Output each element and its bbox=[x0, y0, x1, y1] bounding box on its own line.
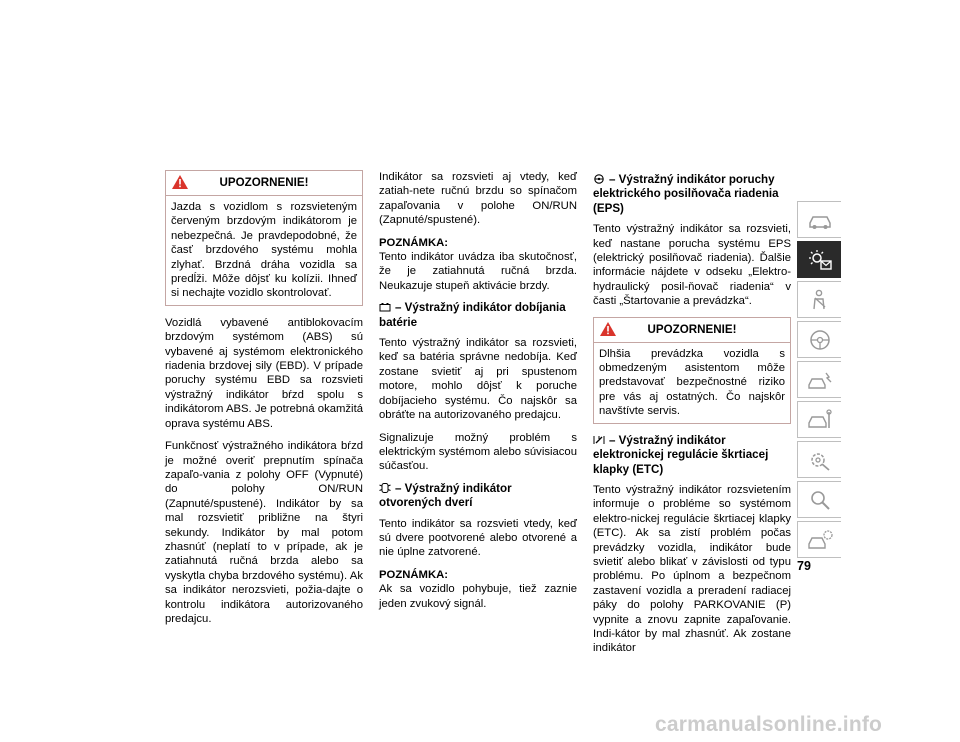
battery-icon bbox=[379, 302, 391, 312]
note-text: Tento indikátor uvádza iba skutočnosť, že je zatiahnutá ručná brzda. Neukazuje stupeň aktivácie brzdy. bbox=[379, 251, 577, 292]
warning-header bbox=[594, 318, 790, 343]
paragraph-doors: Tento indikátor sa rozsvieti vtedy, keď sú dvere pootvorené alebo otvorené a nie úplne zatvorené. bbox=[379, 517, 577, 559]
heading-door-ajar: – Výstražný indikátor otvorených dverí bbox=[379, 481, 512, 510]
paragraph-electrical: Signalizuje možný problém s elektrickým systémom alebo súvisiacou súčasťou. bbox=[379, 431, 577, 473]
note-title: POZNÁMKA: bbox=[379, 568, 449, 581]
paragraph-ebd: Vozidlá vybavené antiblokovacím brzdovým systémom (ABS) sú vybavené aj systémom elektronického riadenia brzdovej sily (EBD). V prípade poruchy systému EBD sa rozsvieti výstražný indikátor bŕzd spolu s indikátorom ABS. Je potrebná okamžitá oprava systému ABS. bbox=[165, 316, 363, 430]
seatbelt-icon bbox=[806, 288, 834, 312]
gear-wrench-icon bbox=[806, 448, 834, 472]
paragraph-parking-brake: Indikátor sa rozsvieti aj vtedy, keď zatiah-nete ručnú brzdu so spínačom zapaľovania v polohe ON/RUN (Zapnuté/spustené). bbox=[379, 171, 577, 227]
steering-wheel-warning-icon bbox=[593, 174, 605, 184]
tab-index[interactable] bbox=[797, 481, 841, 518]
tab-car[interactable] bbox=[797, 201, 841, 238]
warning-text: Dlhšia prevádzka vozidla s obmedzeným asistentom môže predstavovať bezpečnostné riziko pre vás aj ostatných. Čo najskôr navštívte servis. bbox=[599, 347, 785, 418]
warning-triangle-icon bbox=[172, 175, 188, 189]
tab-technical[interactable] bbox=[797, 441, 841, 478]
car-spec-icon bbox=[806, 528, 834, 552]
warning-title: UPOZORNENIE! bbox=[647, 322, 737, 336]
warning-box bbox=[165, 170, 363, 306]
dashboard-light-icon bbox=[806, 248, 834, 272]
warning-title: UPOZORNENIE! bbox=[219, 176, 309, 189]
note-text: Ak sa vozidlo pohybuje, tiež zaznie jeden zvukový signál. bbox=[379, 583, 577, 610]
tab-service[interactable] bbox=[797, 401, 841, 438]
car-icon bbox=[806, 208, 834, 232]
watermark: carmanualsonline.info bbox=[655, 713, 883, 736]
warning-header bbox=[166, 171, 362, 196]
warning-body bbox=[594, 343, 790, 423]
heading-etc-warning: – Výstražný indikátor elektronickej regulácie škrtiacej klapky (ETC) bbox=[593, 433, 769, 476]
door-ajar-icon bbox=[379, 483, 391, 493]
column-left bbox=[165, 170, 363, 634]
car-crash-icon bbox=[806, 368, 834, 392]
chapter-tabs bbox=[797, 201, 841, 561]
tab-specifications[interactable] bbox=[797, 521, 841, 558]
paragraph-battery: Tento výstražný indikátor sa rozsvieti, keď sa batéria správne nedobíja. Keď zostane svietiť aj pri spustenom motore, mohlo dôjsť k poruche dobíjacieho systému. Čo najskôr sa obráťte na autorizovaného predajcu. bbox=[379, 337, 577, 422]
warning-body bbox=[166, 196, 362, 305]
column-middle bbox=[379, 170, 577, 619]
warning-triangle-icon bbox=[600, 322, 616, 336]
paragraph-eps: Tento výstražný indikátor sa rozsvieti, keď nastane porucha systému EPS (elektrický posilňovač riadenia). Ďalšie informácie nájdete v odseku „Elektro-hydraulický posil-ňovač riadenia“ v časti „Štartovanie a prevádzka“. bbox=[593, 223, 791, 308]
tab-driving[interactable] bbox=[797, 321, 841, 358]
magnifier-icon bbox=[806, 488, 834, 512]
heading-eps-warning: – Výstražný indikátor poruchy elektrického posilňovača riadenia (EPS) bbox=[593, 173, 779, 215]
car-service-icon bbox=[806, 408, 834, 432]
steering-wheel-icon bbox=[806, 328, 834, 352]
note-title: POZNÁMKA: bbox=[379, 236, 449, 249]
heading-battery-warning: – Výstražný indikátor dobíjania batérie bbox=[379, 301, 566, 329]
tab-emergency[interactable] bbox=[797, 361, 841, 398]
warning-text: Jazda s vozidlom s rozsvieteným červeným brzdovým indikátorom je nebezpečná. Je pravdepodobné, že časť brzdového systému mohla zlyhať. Brzdná dráha vozidla sa predĺži. Môže dôjsť ku kolízii. Ihneď si nechajte vozidlo skontrolovať. bbox=[171, 201, 357, 300]
paragraph-etc: Tento výstražný indikátor rozsvietením informuje o probléme so systémom elektro-nickej regulácie škrtiacej klapky (ETC). Ak sa zistí problém počas prevádzky vozidla, indikátor bude svietiť alebo blikať v závislosti od typu problému. Po úplnom a bezpečnom zastavení vozidla a preradení radiacej páky do polohy PARKOVANIE (P) vypnite a znovu zapnite zapaľovanie. Indi-kátor by mal zhasnúť. Ak zostane indikátor bbox=[593, 483, 791, 655]
paragraph-brake-check: Funkčnosť výstražného indikátora bŕzd je možné overiť prepnutím spínača zapaľo-vania z polohy OFF (Vypnuté) do polohy ON/RUN (Zapnuté/spustené). Indikátor by sa mal rozsvietiť približne na štyri sekundy. Indikátor by mal potom zhasnúť (neplatí to v prípade, ak je zatiahnutá ručná brzda alebo sa vyskytla chyba brzdového systému). Ak sa indikátor nerozsvieti, požia-dajte o kontrolu indikátora autorizovaného predajcu. bbox=[165, 440, 363, 625]
column-right bbox=[593, 173, 791, 664]
tab-safety[interactable] bbox=[797, 281, 841, 318]
throttle-icon bbox=[593, 435, 605, 445]
tab-dashboard-lights[interactable] bbox=[797, 241, 841, 278]
page-number: 79 bbox=[797, 559, 811, 573]
warning-box bbox=[593, 317, 791, 424]
